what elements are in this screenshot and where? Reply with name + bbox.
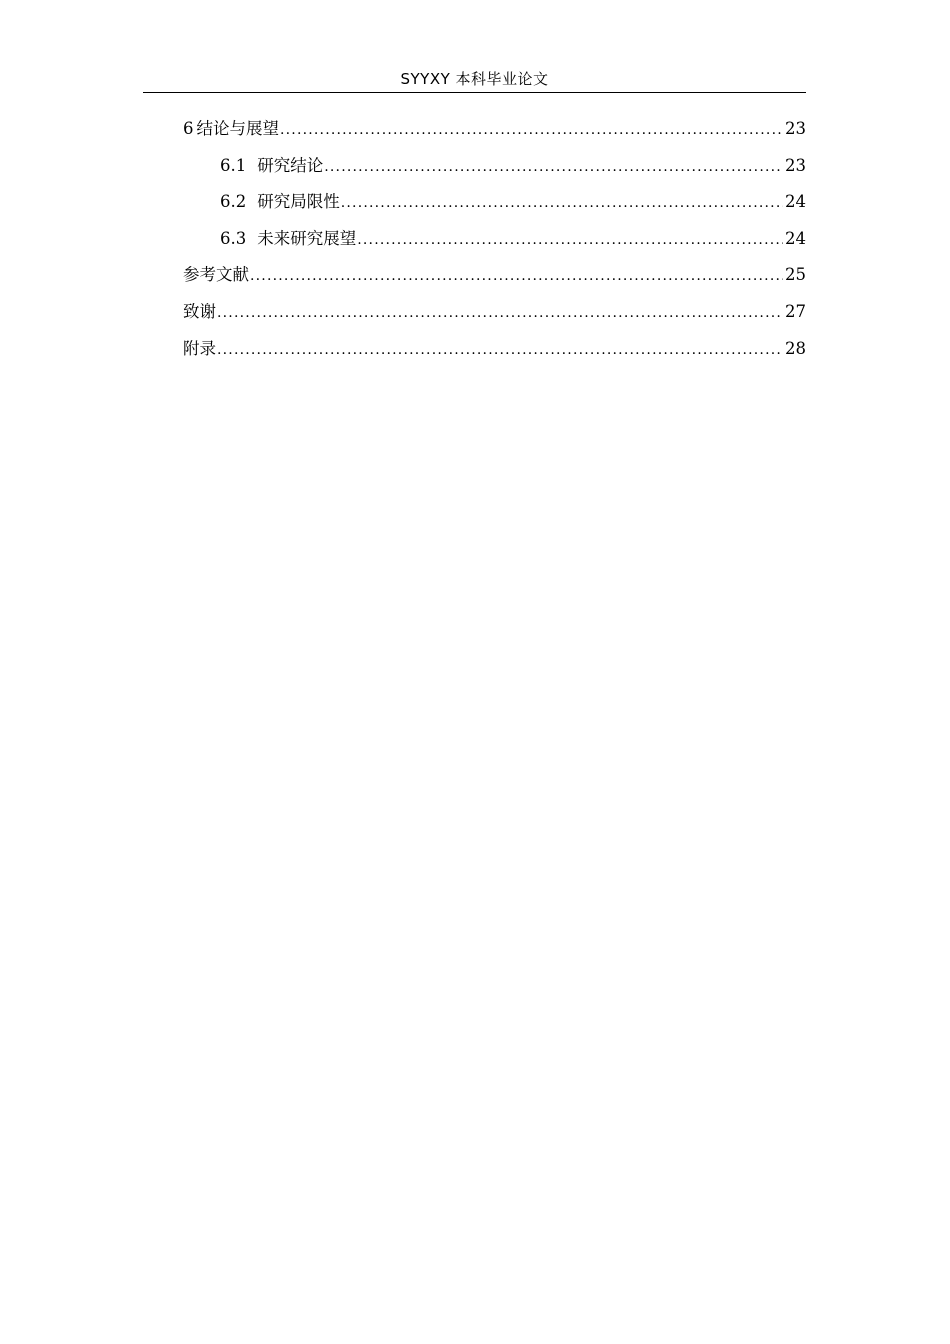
toc-dot-leader (217, 337, 783, 363)
toc-entry-title: 研究局限性 (257, 192, 340, 212)
toc-entry-title: 致谢 (183, 301, 216, 321)
toc-dot-leader (217, 300, 783, 326)
toc-entry-title: 结论与展望 (196, 119, 279, 138)
toc-dot-leader (357, 227, 783, 253)
toc-dot-leader (341, 190, 783, 216)
toc-entry-appendix[interactable] (183, 336, 806, 373)
toc-dot-leader (250, 263, 783, 289)
running-header: SYYXY 本科毕业论文 (400, 70, 549, 88)
toc-entry-future-research[interactable] (183, 226, 806, 263)
toc-entry-references[interactable] (183, 262, 806, 299)
toc-entry-number: 6 (183, 119, 194, 138)
toc-entry-page: 23 (785, 119, 806, 138)
header-rule (143, 92, 806, 93)
toc-dot-leader (324, 154, 783, 180)
toc-entry-research-conclusions[interactable] (183, 153, 806, 190)
toc-entry-title: 研究结论 (257, 155, 324, 175)
table-of-contents (183, 116, 806, 372)
toc-entry-page: 25 (785, 265, 806, 285)
toc-entry-limitations[interactable] (183, 189, 806, 226)
toc-entry-page: 24 (785, 192, 806, 212)
toc-entry-conclusion[interactable] (183, 116, 806, 153)
toc-entry-title: 未来研究展望 (257, 228, 357, 248)
toc-entry-number: 6.2 (220, 192, 247, 212)
toc-entry-page: 27 (785, 301, 806, 321)
toc-entry-page: 24 (785, 228, 806, 248)
toc-entry-page: 28 (785, 338, 806, 358)
toc-entry-number: 6.1 (220, 155, 247, 175)
toc-dot-leader (280, 117, 783, 143)
toc-entry-page: 23 (785, 155, 806, 175)
toc-entry-number: 6.3 (220, 228, 247, 248)
toc-entry-title: 附录 (183, 338, 216, 358)
toc-entry-acknowledgements[interactable] (183, 299, 806, 336)
toc-entry-title: 参考文献 (183, 265, 249, 285)
